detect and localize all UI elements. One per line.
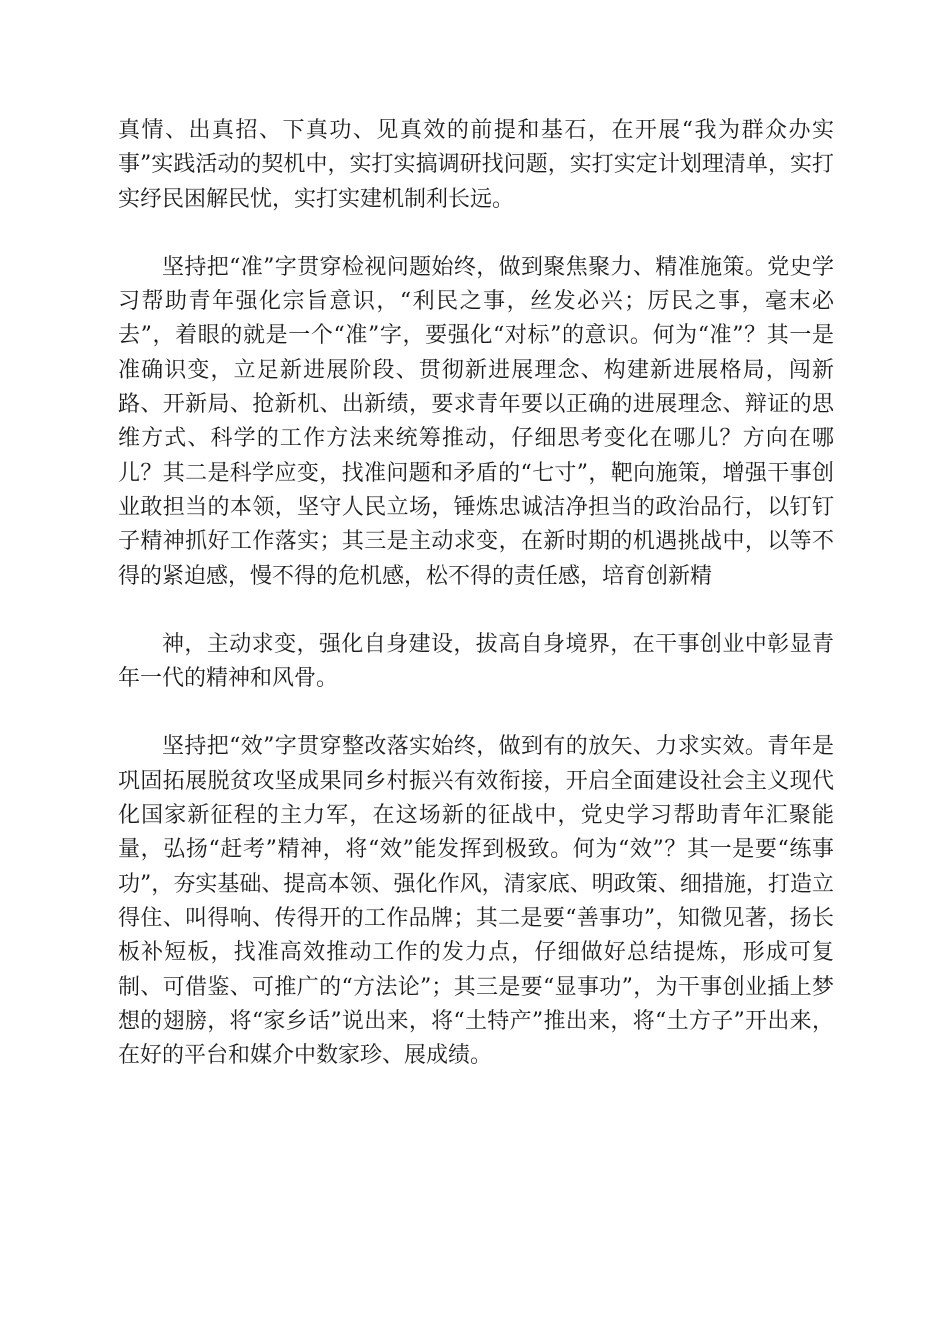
paragraph-4: 坚持把“效”字贯穿整改落实始终，做到有的放矢、力求实效。青年是巩固拓展脱贫攻坚成果同乡村振兴有效衔接，开启全面建设社会主义现代化国家新征程的主力军，在这场新的征战中，党史学习帮助青年汇聚能量，弘扬“赶考”精神，将“效”能发挥到极致。何为“效”？其一是要“练事功”，夯实基础、提高本领、强化作风，清家底、明政策、细措施，打造立得住、叫得响、传得开的工作品牌；其二是要“善事功”，知微见著，扬长板补短板，找准高效推动工作的发力点，仔细做好总结提炼，形成可复制、可借鉴、可推广的“方法论”；其三是要“显事功”，为干事创业插上梦想的翅膀，将“家乡话”说出来，将“土特产”推出来，将“土方子”开出来，在好的平台和媒介中数家珍、展成绩。 — [118, 734, 834, 1069]
paragraph-2: 坚持把“准”字贯穿检视问题始终，做到聚焦聚力、精准施策。党史学习帮助青年强化宗旨意识，“利民之事，丝发必兴；厉民之事，毫末必去”，着眼的就是一个“准”字，要强化“对标”的意识。何为“准”？其一是准确识变，立足新进展阶段、贯彻新进展理念、构建新进展格局，闯新路、开新局、抢新机、出新绩，要求青年要以正确的进展理念、辩证的思维方式、科学的工作方法来统筹推动，仔细思考变化在哪儿？方向在哪儿？其二是科学应变，找准问题和矛盾的“七寸”，靶向施策，增强干事创业敢担当的本领，坚守人民立场，锤炼忠诚洁净担当的政治品行，以钉钉子精神抓好工作落实；其三是主动求变，在新时期的机遇挑战中，以等不得的紧迫感，慢不得的危机感，松不得的责任感，培育创新精 — [118, 254, 834, 589]
body-text — [118, 114, 834, 1107]
paragraph-1: 真情、出真招、下真功、见真效的前提和基石，在开展“我为群众办实事”实践活动的契机中，实打实搞调研找问题，实打实定计划理清单，实打实纾民困解民忧，实打实建机制利长远。 — [118, 118, 834, 212]
paragraph-3: 神，主动求变，强化自身建设，拔高自身境界，在干事创业中彰显青年一代的精神和风骨。 — [118, 631, 834, 692]
